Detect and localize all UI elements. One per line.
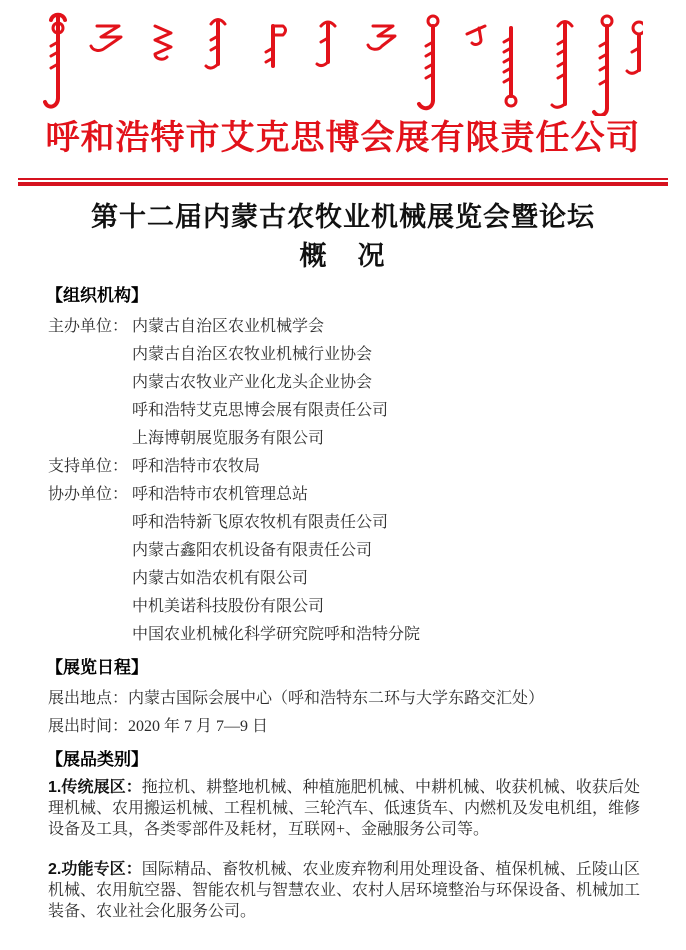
document-body xyxy=(48,285,640,922)
company-name: 呼和浩特市艾克思博会展有限责任公司 xyxy=(45,119,641,157)
document-subtitle: 概 况 xyxy=(299,241,387,271)
org-item: 中国农业机械化科学研究院呼和浩特分院 xyxy=(132,626,421,643)
schedule-dates-value: 2020 年 7 月 7—9 日 xyxy=(128,718,269,735)
schedule-row-dates xyxy=(48,713,640,741)
org-item: 内蒙古自治区农牧业机械行业协会 xyxy=(132,346,373,363)
category-paragraph-functional xyxy=(48,859,640,922)
org-item: 呼和浩特市农牧局 xyxy=(132,458,261,475)
category-text-traditional: 拖拉机、耕整地机械、种植施肥机械、中耕机械、收获机械、收获后处理机械、农用搬运机械、工程机械、三轮汽车、低速货车、内燃机及发电机组，维修设备及工具，各类零部件及耗材，互联网+、金融服务公司等。 xyxy=(48,779,641,838)
org-item: 上海博朝展览服务有限公司 xyxy=(132,430,325,447)
org-item: 内蒙古自治区农业机械学会 xyxy=(132,318,325,335)
schedule-venue-label: 展出地点： xyxy=(48,690,129,707)
org-row-coorganizers xyxy=(48,481,640,649)
category-text-functional: 国际精品、畜牧机械、农业废弃物利用处理设备、植保机械、丘陵山区机械、农用航空器、智能农机与智慧农业、农村人居环境整治与环保设备、机械加工装备、农业社会化服务公司。 xyxy=(48,861,641,920)
org-items-hosts xyxy=(132,313,640,453)
letterhead-divider xyxy=(18,178,668,186)
document-title: 第十二届内蒙古农牧业机械展览会暨论坛 xyxy=(91,202,595,232)
org-items-supporters xyxy=(132,453,640,481)
org-label-supporters: 支持单位： xyxy=(48,458,129,475)
schedule-venue-value: 内蒙古国际会展中心（呼和浩特东二环与大学东路交汇处） xyxy=(128,690,545,707)
schedule-row-venue xyxy=(48,685,640,713)
org-label-coorganizers: 协办单位： xyxy=(48,486,129,503)
org-row-hosts xyxy=(48,313,640,453)
section-heading-organization: 【组织机构】 xyxy=(46,286,148,305)
org-label-hosts: 主办单位： xyxy=(48,318,129,335)
org-item: 呼和浩特艾克思博会展有限责任公司 xyxy=(132,402,389,419)
category-lead-functional: 2.功能专区： xyxy=(48,861,142,878)
org-item: 中机美诺科技股份有限公司 xyxy=(132,598,325,615)
org-item: 内蒙古农牧业产业化龙头企业协会 xyxy=(132,374,373,391)
org-item: 内蒙古如浩农机有限公司 xyxy=(132,570,309,587)
org-items-coorganizers xyxy=(132,481,640,649)
org-row-supporters xyxy=(48,453,640,481)
org-item: 呼和浩特市农机管理总站 xyxy=(132,486,309,503)
category-paragraph-traditional xyxy=(48,777,640,840)
section-heading-categories: 【展品类别】 xyxy=(46,750,148,769)
section-heading-schedule: 【展览日程】 xyxy=(46,658,148,677)
category-lead-traditional: 1.传统展区： xyxy=(48,779,142,796)
org-item: 内蒙古鑫阳农机设备有限责任公司 xyxy=(132,542,373,559)
schedule-dates-label: 展出时间： xyxy=(48,718,129,735)
mongolian-script-banner xyxy=(43,12,643,116)
org-item: 呼和浩特新飞原农牧机有限责任公司 xyxy=(132,514,389,531)
